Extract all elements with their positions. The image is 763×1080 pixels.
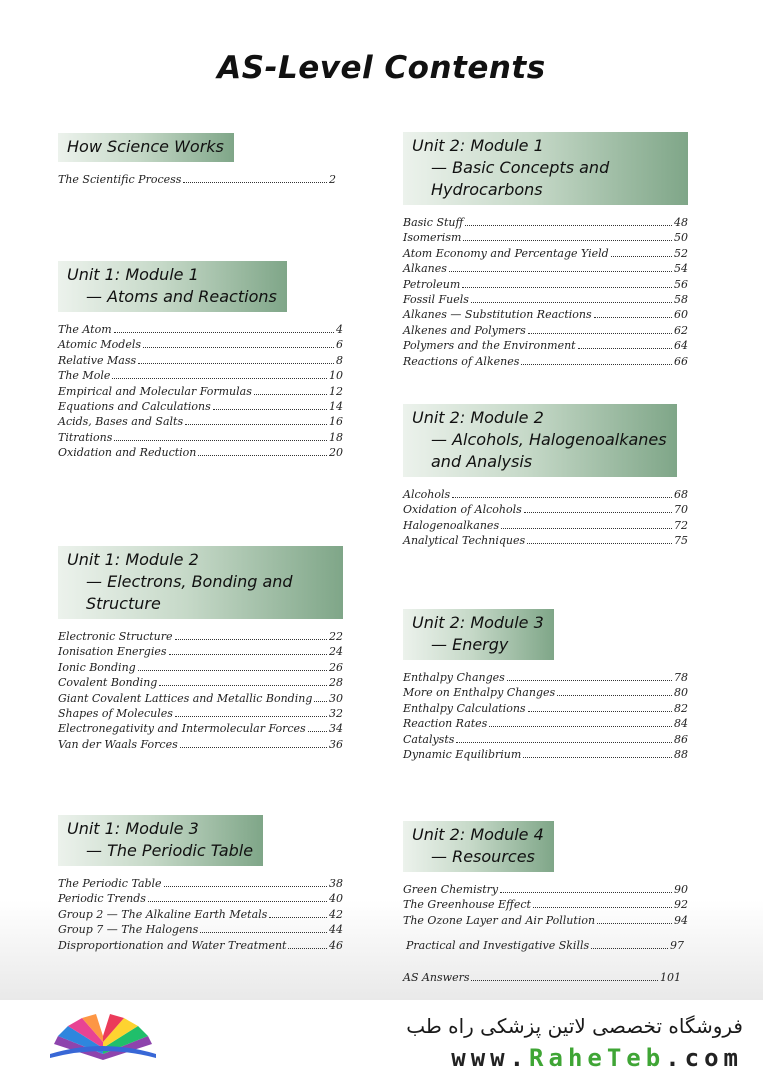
toc-entry-page: 56	[674, 277, 688, 291]
extra-entry-practical-skills	[406, 938, 684, 953]
toc-entry[interactable]	[403, 323, 688, 338]
toc-entry-page: 48	[674, 216, 688, 229]
toc-entry[interactable]	[403, 261, 688, 276]
dot-leader	[471, 294, 672, 303]
toc-entry-title: Oxidation and Reduction	[58, 446, 197, 460]
dot-leader	[524, 504, 672, 513]
section-unit2-module1	[403, 132, 688, 369]
dot-leader	[452, 489, 672, 498]
toc-entry-page: 40	[329, 892, 343, 906]
toc-entry[interactable]	[58, 660, 343, 675]
toc-entry[interactable]	[58, 172, 336, 187]
dot-leader	[489, 718, 672, 727]
section-heading-unit: Unit 1: Module 1	[67, 265, 199, 284]
toc-entry-page: 18	[329, 430, 343, 444]
url-brand: RaheTeb	[529, 1044, 666, 1072]
toc-entry-title: Ionic Bonding	[58, 660, 136, 674]
toc-entry-title: The Scientific Process	[58, 173, 182, 186]
section-heading	[58, 133, 234, 162]
dot-leader	[254, 386, 327, 395]
toc-entry-title: Reaction Rates	[403, 717, 488, 731]
toc-entry[interactable]	[58, 907, 343, 922]
dot-leader	[213, 401, 327, 410]
section-entries	[403, 670, 688, 762]
toc-entry[interactable]	[403, 670, 688, 685]
toc-entry[interactable]	[58, 644, 343, 659]
toc-entry-page: 88	[674, 748, 688, 762]
dot-leader	[143, 339, 334, 348]
toc-entry[interactable]	[406, 938, 684, 953]
dot-leader	[288, 940, 327, 949]
section-unit1-module3	[58, 815, 343, 953]
dot-leader	[528, 325, 672, 334]
toc-entry-page: 54	[674, 262, 688, 276]
toc-entry-title: The Atom	[58, 323, 112, 336]
toc-entry-page: 80	[674, 686, 688, 700]
toc-entry-page: 36	[329, 737, 343, 751]
toc-entry-title: Oxidation of Alcohols	[403, 503, 522, 517]
section-heading-unit: How Science Works	[67, 137, 224, 156]
toc-entry[interactable]	[58, 368, 343, 383]
toc-entry-page: 26	[329, 660, 343, 674]
footer-banner	[0, 1000, 763, 1080]
section-entries	[403, 487, 688, 549]
toc-entry-page: 84	[674, 717, 688, 731]
dot-leader	[183, 174, 327, 183]
url-suffix: .com	[665, 1044, 743, 1072]
toc-entry[interactable]	[403, 732, 688, 747]
dot-leader	[594, 309, 672, 318]
section-unit2-module3	[403, 609, 688, 762]
toc-entry-title: Shapes of Molecules	[58, 707, 173, 721]
toc-entry-title: Titrations	[58, 430, 113, 444]
toc-entry-title: Relative Mass	[58, 353, 137, 367]
toc-entry[interactable]	[58, 737, 343, 752]
dot-leader	[138, 662, 327, 671]
section-unit2-module2	[403, 404, 688, 549]
section-heading-unit: Unit 1: Module 3	[67, 819, 199, 838]
section-heading-unit: Unit 1: Module 2	[67, 550, 199, 569]
toc-entry-title: More on Enthalpy Changes	[403, 686, 556, 700]
dot-leader	[597, 915, 672, 924]
toc-entry[interactable]	[58, 922, 343, 937]
toc-entry-title: Alkanes — Substitution Reactions	[403, 308, 592, 322]
toc-entry[interactable]	[403, 970, 681, 985]
toc-entry-page: 2	[329, 173, 336, 186]
toc-entry-page: 30	[329, 691, 343, 705]
toc-entry[interactable]	[403, 246, 688, 261]
dot-leader	[557, 687, 672, 696]
toc-entry-page: 22	[329, 630, 343, 643]
toc-entry[interactable]	[403, 230, 688, 245]
toc-entry-page: 44	[329, 923, 343, 937]
dot-leader	[114, 324, 334, 333]
dot-leader	[148, 893, 327, 902]
dot-leader	[175, 708, 327, 717]
toc-entry-title: Dynamic Equilibrium	[403, 748, 522, 762]
toc-entry-page: 64	[674, 339, 688, 353]
toc-entry-title: Van der Waals Forces	[58, 737, 178, 751]
section-heading-subtitle: — Resources	[431, 847, 535, 866]
dot-leader	[169, 646, 327, 655]
dot-leader	[521, 356, 672, 365]
toc-entry[interactable]	[403, 716, 688, 731]
dot-leader	[198, 447, 327, 456]
toc-entry-title: Giant Covalent Lattices and Metallic Bonding	[58, 691, 313, 705]
dot-leader	[462, 279, 672, 288]
toc-entry-page: 72	[674, 518, 688, 532]
dot-leader	[533, 899, 672, 908]
section-entries	[58, 629, 343, 752]
toc-entry-page: 10	[329, 369, 343, 383]
section-heading	[403, 132, 688, 205]
dot-leader	[527, 535, 672, 544]
toc-entry-title: Disproportionation and Water Treatment	[58, 938, 287, 952]
toc-entry[interactable]	[58, 675, 343, 690]
dot-leader	[314, 693, 327, 702]
page-title: AS-Level Contents	[217, 50, 546, 86]
section-heading-subtitle: — Electrons, Bonding and Structure	[86, 572, 293, 613]
toc-entry-page: 75	[674, 534, 688, 548]
toc-entry-page: 94	[674, 913, 688, 927]
url-prefix: www.	[451, 1044, 530, 1072]
toc-entry-page: 82	[674, 701, 688, 715]
section-heading-unit: Unit 2: Module 1	[412, 136, 544, 155]
toc-entry[interactable]	[403, 502, 688, 517]
toc-entry-title: Reactions of Alkenes	[403, 354, 520, 368]
toc-entry-page: 68	[674, 488, 688, 501]
section-how-science-works	[58, 133, 336, 187]
dot-leader	[138, 355, 334, 364]
dot-leader	[114, 432, 327, 441]
website-url[interactable]	[451, 1044, 743, 1072]
toc-entry-page: 101	[660, 971, 681, 984]
toc-entry-title: Electronegativity and Intermolecular Forces	[58, 722, 306, 736]
section-entries	[58, 322, 343, 461]
dot-leader	[308, 723, 327, 732]
dot-leader	[523, 749, 672, 758]
dot-leader	[269, 909, 327, 918]
toc-entry-page: 97	[670, 939, 684, 952]
toc-entry-title: Polymers and the Environment	[403, 339, 576, 353]
toc-entry-page: 78	[674, 671, 688, 684]
toc-entry-page: 4	[336, 323, 343, 336]
section-heading-unit: Unit 2: Module 3	[412, 613, 544, 632]
toc-entry[interactable]	[58, 384, 343, 399]
toc-entry-title: Analytical Techniques	[403, 534, 526, 548]
dot-leader	[456, 734, 672, 743]
toc-entry[interactable]	[58, 430, 343, 445]
toc-entry-page: 86	[674, 732, 688, 746]
toc-entry-title: Equations and Calculations	[58, 400, 211, 414]
toc-entry[interactable]	[403, 882, 688, 897]
toc-entry-title: Alcohols	[403, 488, 451, 501]
toc-entry-title: The Greenhouse Effect	[403, 898, 531, 912]
section-heading-subtitle: — Energy	[431, 635, 509, 654]
section-heading-unit: Unit 2: Module 2	[412, 408, 544, 427]
section-entries	[403, 882, 688, 928]
toc-entry-page: 66	[674, 354, 688, 368]
dot-leader	[591, 940, 668, 949]
toc-entry-page: 58	[674, 293, 688, 307]
dot-leader	[471, 972, 658, 981]
toc-entry-title: Periodic Trends	[58, 892, 146, 906]
toc-entry[interactable]	[58, 691, 343, 706]
section-heading	[403, 404, 677, 477]
toc-entry-title: Enthalpy Changes	[403, 671, 505, 684]
store-name: فروشگاه تخصصی لاتین پزشکی راه طب	[406, 1014, 743, 1038]
toc-entry[interactable]	[403, 307, 688, 322]
toc-entry-title: Halogenoalkanes	[403, 518, 500, 532]
toc-entry[interactable]	[403, 685, 688, 700]
toc-entry-title: Practical and Investigative Skills	[406, 939, 590, 952]
toc-entry-page: 70	[674, 503, 688, 517]
toc-entry-page: 46	[329, 938, 343, 952]
toc-entry-page: 90	[674, 883, 688, 896]
dot-leader	[500, 884, 672, 893]
toc-entry[interactable]	[58, 399, 343, 414]
toc-entry-page: 12	[329, 384, 343, 398]
section-heading-subtitle: — Atoms and Reactions	[86, 287, 277, 306]
section-heading-subtitle: — Basic Concepts and Hydrocarbons	[431, 158, 610, 199]
toc-entry-page: 8	[336, 353, 343, 367]
toc-entry[interactable]	[403, 913, 688, 928]
dot-leader	[164, 878, 327, 887]
toc-entry[interactable]	[58, 337, 343, 352]
toc-entry[interactable]	[403, 338, 688, 353]
toc-entry[interactable]	[403, 701, 688, 716]
toc-entry-page: 16	[329, 415, 343, 429]
dot-leader	[159, 677, 327, 686]
toc-entry[interactable]	[403, 277, 688, 292]
toc-entry-title: Group 2 — The Alkaline Earth Metals	[58, 907, 268, 921]
section-heading	[403, 609, 554, 660]
dot-leader	[175, 631, 327, 640]
section-entries	[403, 215, 688, 369]
dot-leader	[578, 340, 672, 349]
toc-entry-title: Alkanes	[403, 262, 447, 276]
toc-entry[interactable]	[58, 353, 343, 368]
toc-entry-page: 62	[674, 323, 688, 337]
toc-entry-title: The Ozone Layer and Air Pollution	[403, 913, 596, 927]
toc-entry-title: Isomerism	[403, 231, 462, 245]
section-heading	[58, 546, 343, 619]
toc-entry[interactable]	[58, 706, 343, 721]
toc-entry-title: Acids, Bases and Salts	[58, 415, 184, 429]
toc-entry-title: The Mole	[58, 369, 111, 383]
toc-entry-title: Atomic Models	[58, 338, 141, 352]
toc-entry-title: Fossil Fuels	[403, 293, 469, 307]
dot-leader	[185, 416, 327, 425]
section-heading	[403, 821, 554, 872]
toc-entry[interactable]	[403, 533, 688, 548]
toc-entry-title: The Periodic Table	[58, 877, 162, 890]
section-unit2-module4	[403, 821, 688, 928]
toc-entry-title: Alkenes and Polymers	[403, 323, 526, 337]
toc-entry[interactable]	[58, 938, 343, 953]
toc-entry-title: Basic Stuff	[403, 216, 464, 229]
toc-entry[interactable]	[403, 215, 688, 230]
toc-entry[interactable]	[403, 518, 688, 533]
toc-entry-page: 34	[329, 722, 343, 736]
toc-entry-page: 14	[329, 400, 343, 414]
toc-entry-title: AS Answers	[403, 971, 470, 984]
dot-leader	[200, 924, 327, 933]
toc-entry-page: 28	[329, 676, 343, 690]
section-heading-subtitle: and Analysis	[431, 452, 533, 471]
toc-entry-title: Petroleum	[403, 277, 461, 291]
toc-entry-title: Catalysts	[403, 732, 455, 746]
section-heading-subtitle: — The Periodic Table	[86, 841, 254, 860]
section-heading-subtitle: — Alcohols, Halogenoalkanes	[431, 430, 667, 449]
toc-entry[interactable]	[58, 891, 343, 906]
toc-entry[interactable]	[58, 876, 343, 891]
section-heading	[58, 261, 287, 312]
toc-entry-title: Electronic Structure	[58, 630, 173, 643]
toc-entry[interactable]	[58, 414, 343, 429]
toc-entry-page: 50	[674, 231, 688, 245]
toc-entry-page: 6	[336, 338, 343, 352]
toc-entry-page: 92	[674, 898, 688, 912]
dot-leader	[112, 370, 327, 379]
section-heading	[58, 815, 263, 866]
section-entries	[58, 172, 336, 187]
toc-entry[interactable]	[58, 322, 343, 337]
toc-entry-title: Group 7 — The Halogens	[58, 923, 199, 937]
toc-entry[interactable]	[403, 354, 688, 369]
dot-leader	[180, 739, 327, 748]
dot-leader	[507, 672, 672, 681]
toc-entry[interactable]	[58, 445, 343, 460]
toc-entry-page: 52	[674, 246, 688, 260]
toc-entry[interactable]	[403, 897, 688, 912]
toc-entry-title: Green Chemistry	[403, 883, 499, 896]
toc-entry[interactable]	[403, 487, 688, 502]
dot-leader	[528, 703, 672, 712]
toc-entry-page: 24	[329, 645, 343, 659]
toc-entry-title: Enthalpy Calculations	[403, 701, 526, 715]
section-unit1-module1	[58, 261, 343, 461]
extra-entry-as-answers	[403, 970, 681, 985]
toc-entry-page: 60	[674, 308, 688, 322]
open-book-logo	[40, 1008, 166, 1066]
toc-entry-title: Atom Economy and Percentage Yield	[403, 246, 609, 260]
dot-leader	[611, 248, 672, 257]
section-heading-unit: Unit 2: Module 4	[412, 825, 544, 844]
toc-entry[interactable]	[403, 292, 688, 307]
toc-entry-page: 32	[329, 707, 343, 721]
toc-entry[interactable]	[58, 629, 343, 644]
toc-entry[interactable]	[403, 747, 688, 762]
toc-entry-page: 20	[329, 446, 343, 460]
section-entries	[58, 876, 343, 953]
dot-leader	[463, 232, 672, 241]
toc-entry[interactable]	[58, 721, 343, 736]
toc-entry-title: Empirical and Molecular Formulas	[58, 384, 252, 398]
dot-leader	[449, 263, 672, 272]
toc-entry-page: 42	[329, 907, 343, 921]
section-unit1-module2	[58, 546, 343, 752]
toc-entry-title: Ionisation Energies	[58, 645, 167, 659]
dot-leader	[465, 217, 672, 226]
toc-entry-page: 38	[329, 877, 343, 890]
toc-entry-title: Covalent Bonding	[58, 676, 158, 690]
dot-leader	[501, 520, 672, 529]
